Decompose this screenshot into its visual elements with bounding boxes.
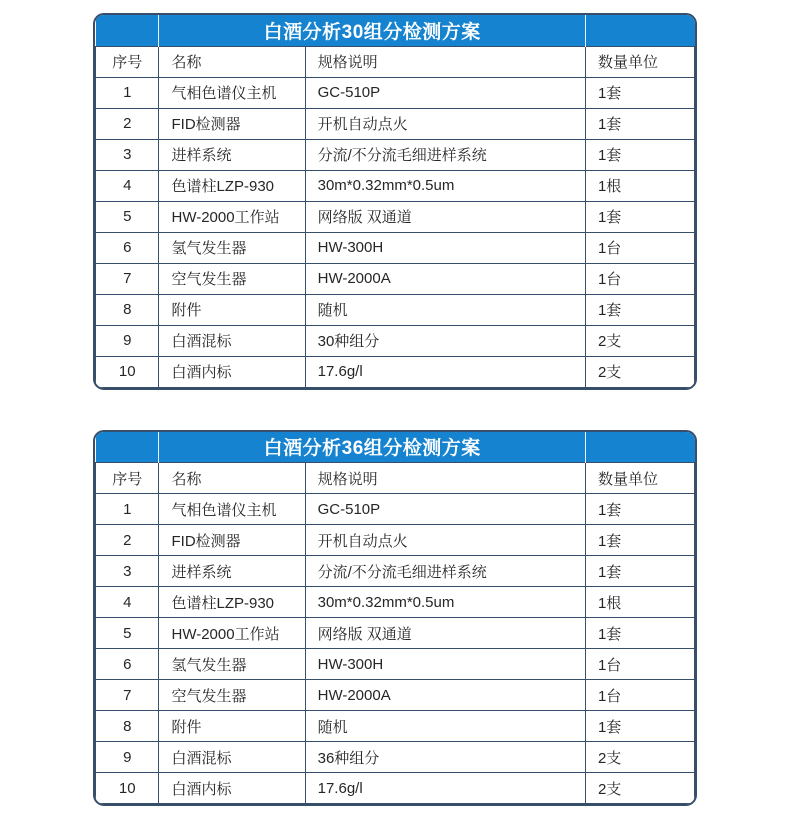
cell-qty: 1套	[585, 201, 694, 232]
table-row	[96, 232, 695, 263]
cell-spec: 30种组分	[305, 325, 585, 356]
title-bar-right-segment	[585, 432, 694, 463]
table-row	[96, 742, 695, 773]
cell-seq: 6	[96, 649, 159, 680]
cell-seq: 7	[96, 263, 159, 294]
table-card-scheme-36	[93, 430, 697, 807]
cell-qty: 2支	[585, 773, 694, 804]
column-header-qty: 数量单位	[585, 46, 694, 77]
cell-spec: GC-510P	[305, 77, 585, 108]
cell-qty: 1套	[585, 108, 694, 139]
cell-name: 色谱柱LZP-930	[159, 587, 305, 618]
table-card-scheme-30	[93, 13, 697, 390]
column-header-row	[96, 46, 695, 77]
cell-seq: 5	[96, 618, 159, 649]
cell-qty: 1根	[585, 587, 694, 618]
cell-qty: 1套	[585, 556, 694, 587]
spec-table-36	[95, 432, 695, 805]
cell-seq: 1	[96, 494, 159, 525]
cell-seq: 10	[96, 356, 159, 387]
column-header-name: 名称	[159, 46, 305, 77]
table-row	[96, 680, 695, 711]
table-row	[96, 356, 695, 387]
table-row	[96, 170, 695, 201]
cell-seq: 6	[96, 232, 159, 263]
cell-seq: 2	[96, 108, 159, 139]
cell-spec: 分流/不分流毛细进样系统	[305, 556, 585, 587]
cell-qty: 1套	[585, 77, 694, 108]
table-row	[96, 294, 695, 325]
cell-spec: 分流/不分流毛细进样系统	[305, 139, 585, 170]
cell-name: 氢气发生器	[159, 649, 305, 680]
column-header-qty: 数量单位	[585, 463, 694, 494]
cell-spec: HW-2000A	[305, 263, 585, 294]
table-title: 白酒分析36组分检测方案	[159, 432, 585, 463]
cell-spec: HW-300H	[305, 232, 585, 263]
cell-qty: 1套	[585, 294, 694, 325]
cell-name: 色谱柱LZP-930	[159, 170, 305, 201]
cell-name: 白酒内标	[159, 356, 305, 387]
cell-name: HW-2000工作站	[159, 618, 305, 649]
cell-qty: 2支	[585, 325, 694, 356]
title-bar-left-segment	[96, 15, 159, 46]
cell-spec: 网络版 双通道	[305, 618, 585, 649]
cell-spec: 30m*0.32mm*0.5um	[305, 587, 585, 618]
table-row	[96, 711, 695, 742]
table-body-36	[96, 494, 695, 804]
cell-seq: 9	[96, 325, 159, 356]
cell-qty: 1根	[585, 170, 694, 201]
title-bar-right-segment	[585, 15, 694, 46]
cell-name: FID检测器	[159, 108, 305, 139]
table-title-bar	[96, 15, 695, 46]
cell-seq: 1	[96, 77, 159, 108]
cell-name: 附件	[159, 711, 305, 742]
column-header-spec: 规格说明	[305, 463, 585, 494]
cell-seq: 8	[96, 294, 159, 325]
cell-spec: 36种组分	[305, 742, 585, 773]
cell-qty: 2支	[585, 742, 694, 773]
cell-spec: 开机自动点火	[305, 108, 585, 139]
cell-qty: 1台	[585, 263, 694, 294]
cell-name: HW-2000工作站	[159, 201, 305, 232]
cell-name: 进样系统	[159, 139, 305, 170]
table-row	[96, 649, 695, 680]
cell-qty: 1套	[585, 525, 694, 556]
cell-qty: 1台	[585, 232, 694, 263]
cell-name: 附件	[159, 294, 305, 325]
cell-seq: 5	[96, 201, 159, 232]
cell-name: 氢气发生器	[159, 232, 305, 263]
cell-spec: GC-510P	[305, 494, 585, 525]
cell-seq: 8	[96, 711, 159, 742]
column-header-row	[96, 463, 695, 494]
cell-name: 进样系统	[159, 556, 305, 587]
cell-spec: HW-300H	[305, 649, 585, 680]
cell-qty: 1套	[585, 139, 694, 170]
cell-seq: 3	[96, 139, 159, 170]
cell-seq: 10	[96, 773, 159, 804]
table-row	[96, 587, 695, 618]
cell-name: 白酒混标	[159, 325, 305, 356]
cell-name: 气相色谱仪主机	[159, 77, 305, 108]
table-row	[96, 525, 695, 556]
cell-qty: 2支	[585, 356, 694, 387]
cell-spec: 开机自动点火	[305, 525, 585, 556]
cell-spec: 17.6g/l	[305, 773, 585, 804]
table-row	[96, 139, 695, 170]
cell-seq: 7	[96, 680, 159, 711]
cell-seq: 9	[96, 742, 159, 773]
cell-spec: 随机	[305, 711, 585, 742]
column-header-name: 名称	[159, 463, 305, 494]
cell-qty: 1套	[585, 711, 694, 742]
table-row	[96, 77, 695, 108]
cell-seq: 4	[96, 170, 159, 201]
table-row	[96, 556, 695, 587]
table-title-bar	[96, 432, 695, 463]
column-header-seq: 序号	[96, 46, 159, 77]
cell-seq: 2	[96, 525, 159, 556]
cell-seq: 4	[96, 587, 159, 618]
cell-spec: 17.6g/l	[305, 356, 585, 387]
table-row	[96, 263, 695, 294]
title-bar-left-segment	[96, 432, 159, 463]
cell-qty: 1套	[585, 494, 694, 525]
cell-qty: 1台	[585, 680, 694, 711]
cell-name: FID检测器	[159, 525, 305, 556]
column-header-spec: 规格说明	[305, 46, 585, 77]
table-title: 白酒分析30组分检测方案	[159, 15, 585, 46]
table-body-30	[96, 77, 695, 387]
cell-spec: HW-2000A	[305, 680, 585, 711]
cell-name: 白酒混标	[159, 742, 305, 773]
cell-name: 气相色谱仪主机	[159, 494, 305, 525]
cell-name: 空气发生器	[159, 680, 305, 711]
cell-qty: 1套	[585, 618, 694, 649]
cell-spec: 30m*0.32mm*0.5um	[305, 170, 585, 201]
table-row	[96, 325, 695, 356]
cell-spec: 随机	[305, 294, 585, 325]
table-row	[96, 494, 695, 525]
spec-table-30	[95, 15, 695, 388]
column-header-seq: 序号	[96, 463, 159, 494]
table-row	[96, 618, 695, 649]
table-row	[96, 108, 695, 139]
table-row	[96, 201, 695, 232]
cell-name: 空气发生器	[159, 263, 305, 294]
cell-spec: 网络版 双通道	[305, 201, 585, 232]
table-row	[96, 773, 695, 804]
cell-qty: 1台	[585, 649, 694, 680]
cell-name: 白酒内标	[159, 773, 305, 804]
cell-seq: 3	[96, 556, 159, 587]
